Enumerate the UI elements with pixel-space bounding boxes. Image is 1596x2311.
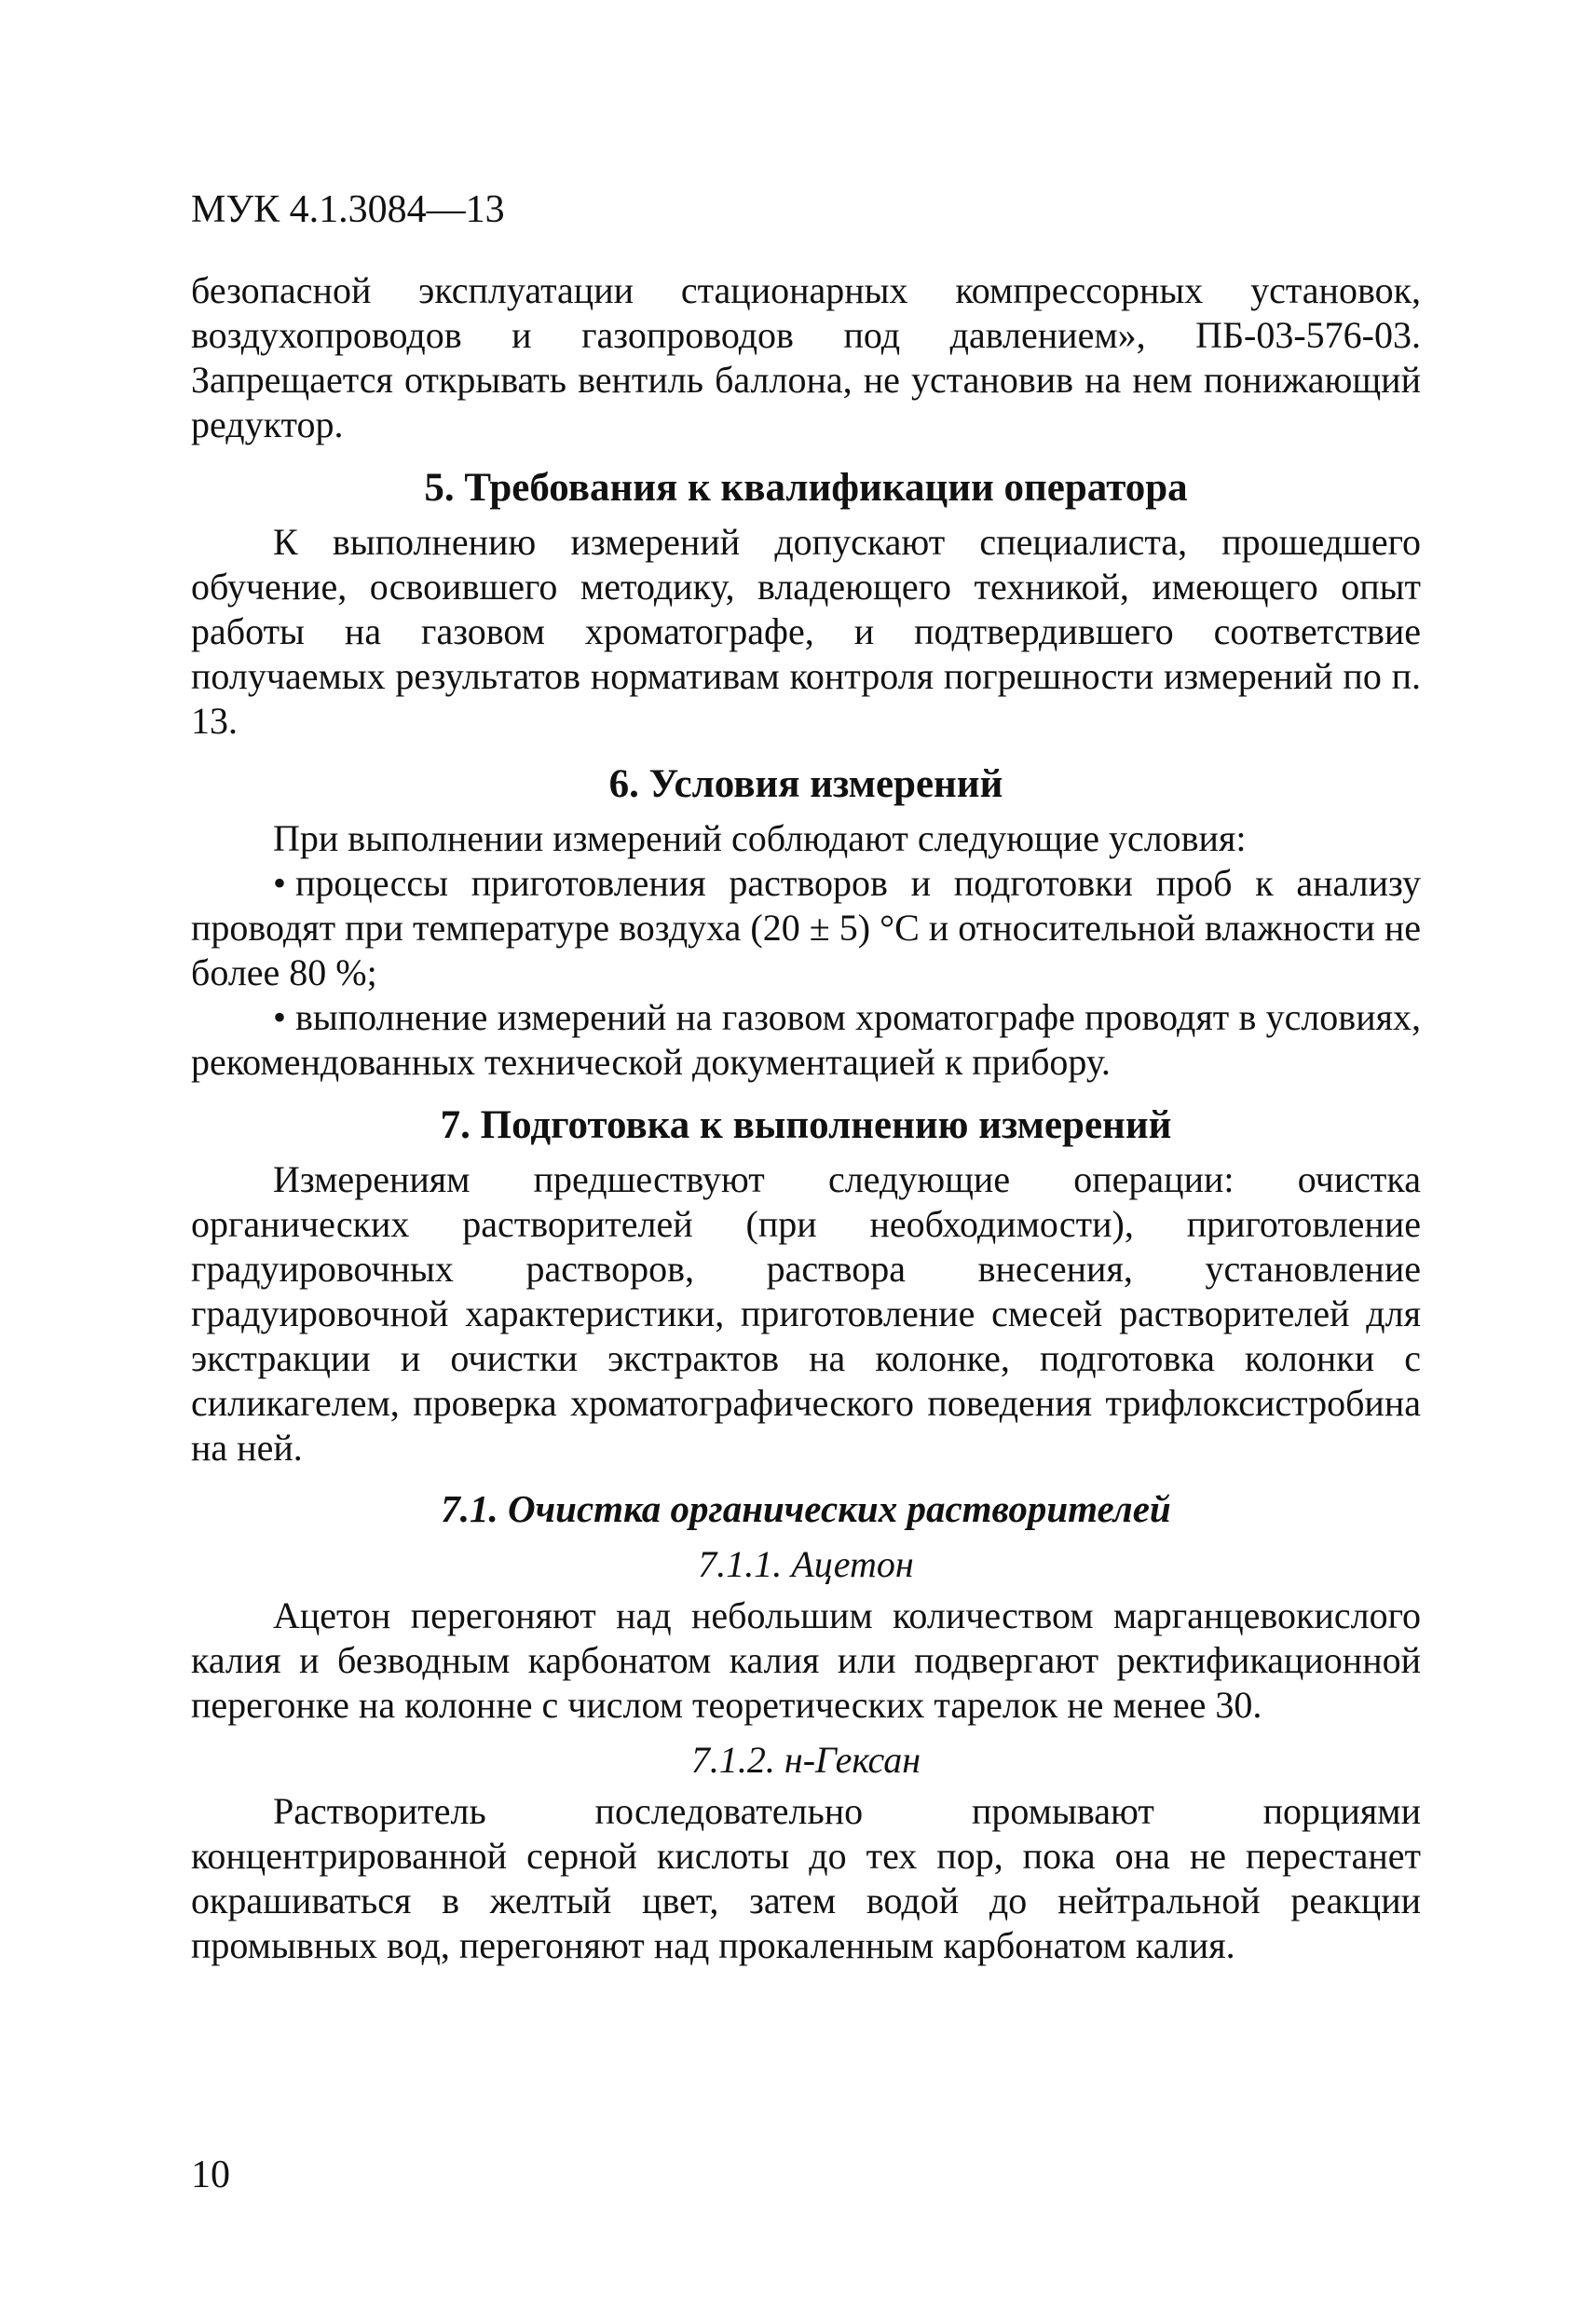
- section-7-1-1-heading: 7.1.1. Ацетон: [698, 1543, 914, 1586]
- bullet-icon: •: [273, 862, 287, 905]
- document-page: [191, 186, 1421, 1968]
- section-6-heading: 6. Условия измерений: [608, 762, 1003, 807]
- section-7-1-2-paragraph: Растворитель последовательно промывают порциями концентрированной серной кислоты до тех пор, пока она не перестанет окрашиваться в желтый цвет, затем водой до нейтральной реакции промывных вод, перегоняют над прокаленным карбонатом калия.: [191, 1790, 1421, 1967]
- section-7-heading: 7. Подготовка к выполнению измерений: [440, 1103, 1172, 1148]
- bullet-icon: •: [273, 996, 287, 1039]
- section-5-paragraph: К выполнению измерений допускают специалиста, прошедшего обучение, освоившего методику, владеющего техникой, имеющего опыт работы на газовом хроматографе, и подтвердившего соответствие получаемых результатов нормативам контроля погрешности измерений по п. 13.: [191, 521, 1421, 743]
- section-7-1-heading: 7.1. Очистка органических растворителей: [441, 1487, 1171, 1531]
- section-7-paragraph: Измерениям предшествуют следующие операции: очистка органических растворителей (при необходимости), приготовление градуировочных растворов, раствора внесения, установление градуировочной характеристики, приготовление смесей растворителей для экстракции и очистки экстрактов на колонке, подготовка колонки с силикагелем, проверка хроматографического поведения трифлоксистробина на ней.: [191, 1158, 1421, 1470]
- bullet-item-text: процессы приготовления растворов и подготовки проб к анализу проводят при температуре воздуха (20 ± 5) °С и относительной влажности не более 80 %;: [191, 862, 1421, 994]
- section-7-1-1-paragraph: Ацетон перегоняют над небольшим количеством марганцевокислого калия и безводным карбонатом калия или подвергают ректификационной перегонке на колонне с числом теоретических тарелок не менее 30.: [191, 1594, 1421, 1727]
- bullet-item-text: выполнение измерений на газовом хроматографе проводят в условиях, рекомендованных технической документацией к прибору.: [191, 996, 1421, 1084]
- section-5-heading: 5. Требования к квалификации оператора: [424, 466, 1188, 511]
- page-number: 10: [191, 2154, 230, 2196]
- document-code: МУК 4.1.3084—13: [191, 188, 505, 231]
- section-6-bullet-item: [191, 995, 1421, 1085]
- intro-paragraph: безопасной эксплуатации стационарных компрессорных установок, воздухопроводов и газопроводов под давлением», ПБ-03-576-03. Запрещается открывать вентиль баллона, не установив на нем понижающий редуктор.: [191, 269, 1421, 446]
- section-6-bullet-item: [191, 861, 1421, 995]
- section-7-1-2-heading: 7.1.2. н-Гексан: [690, 1739, 921, 1782]
- section-6-intro: При выполнении измерений соблюдают следующие условия:: [273, 817, 1247, 860]
